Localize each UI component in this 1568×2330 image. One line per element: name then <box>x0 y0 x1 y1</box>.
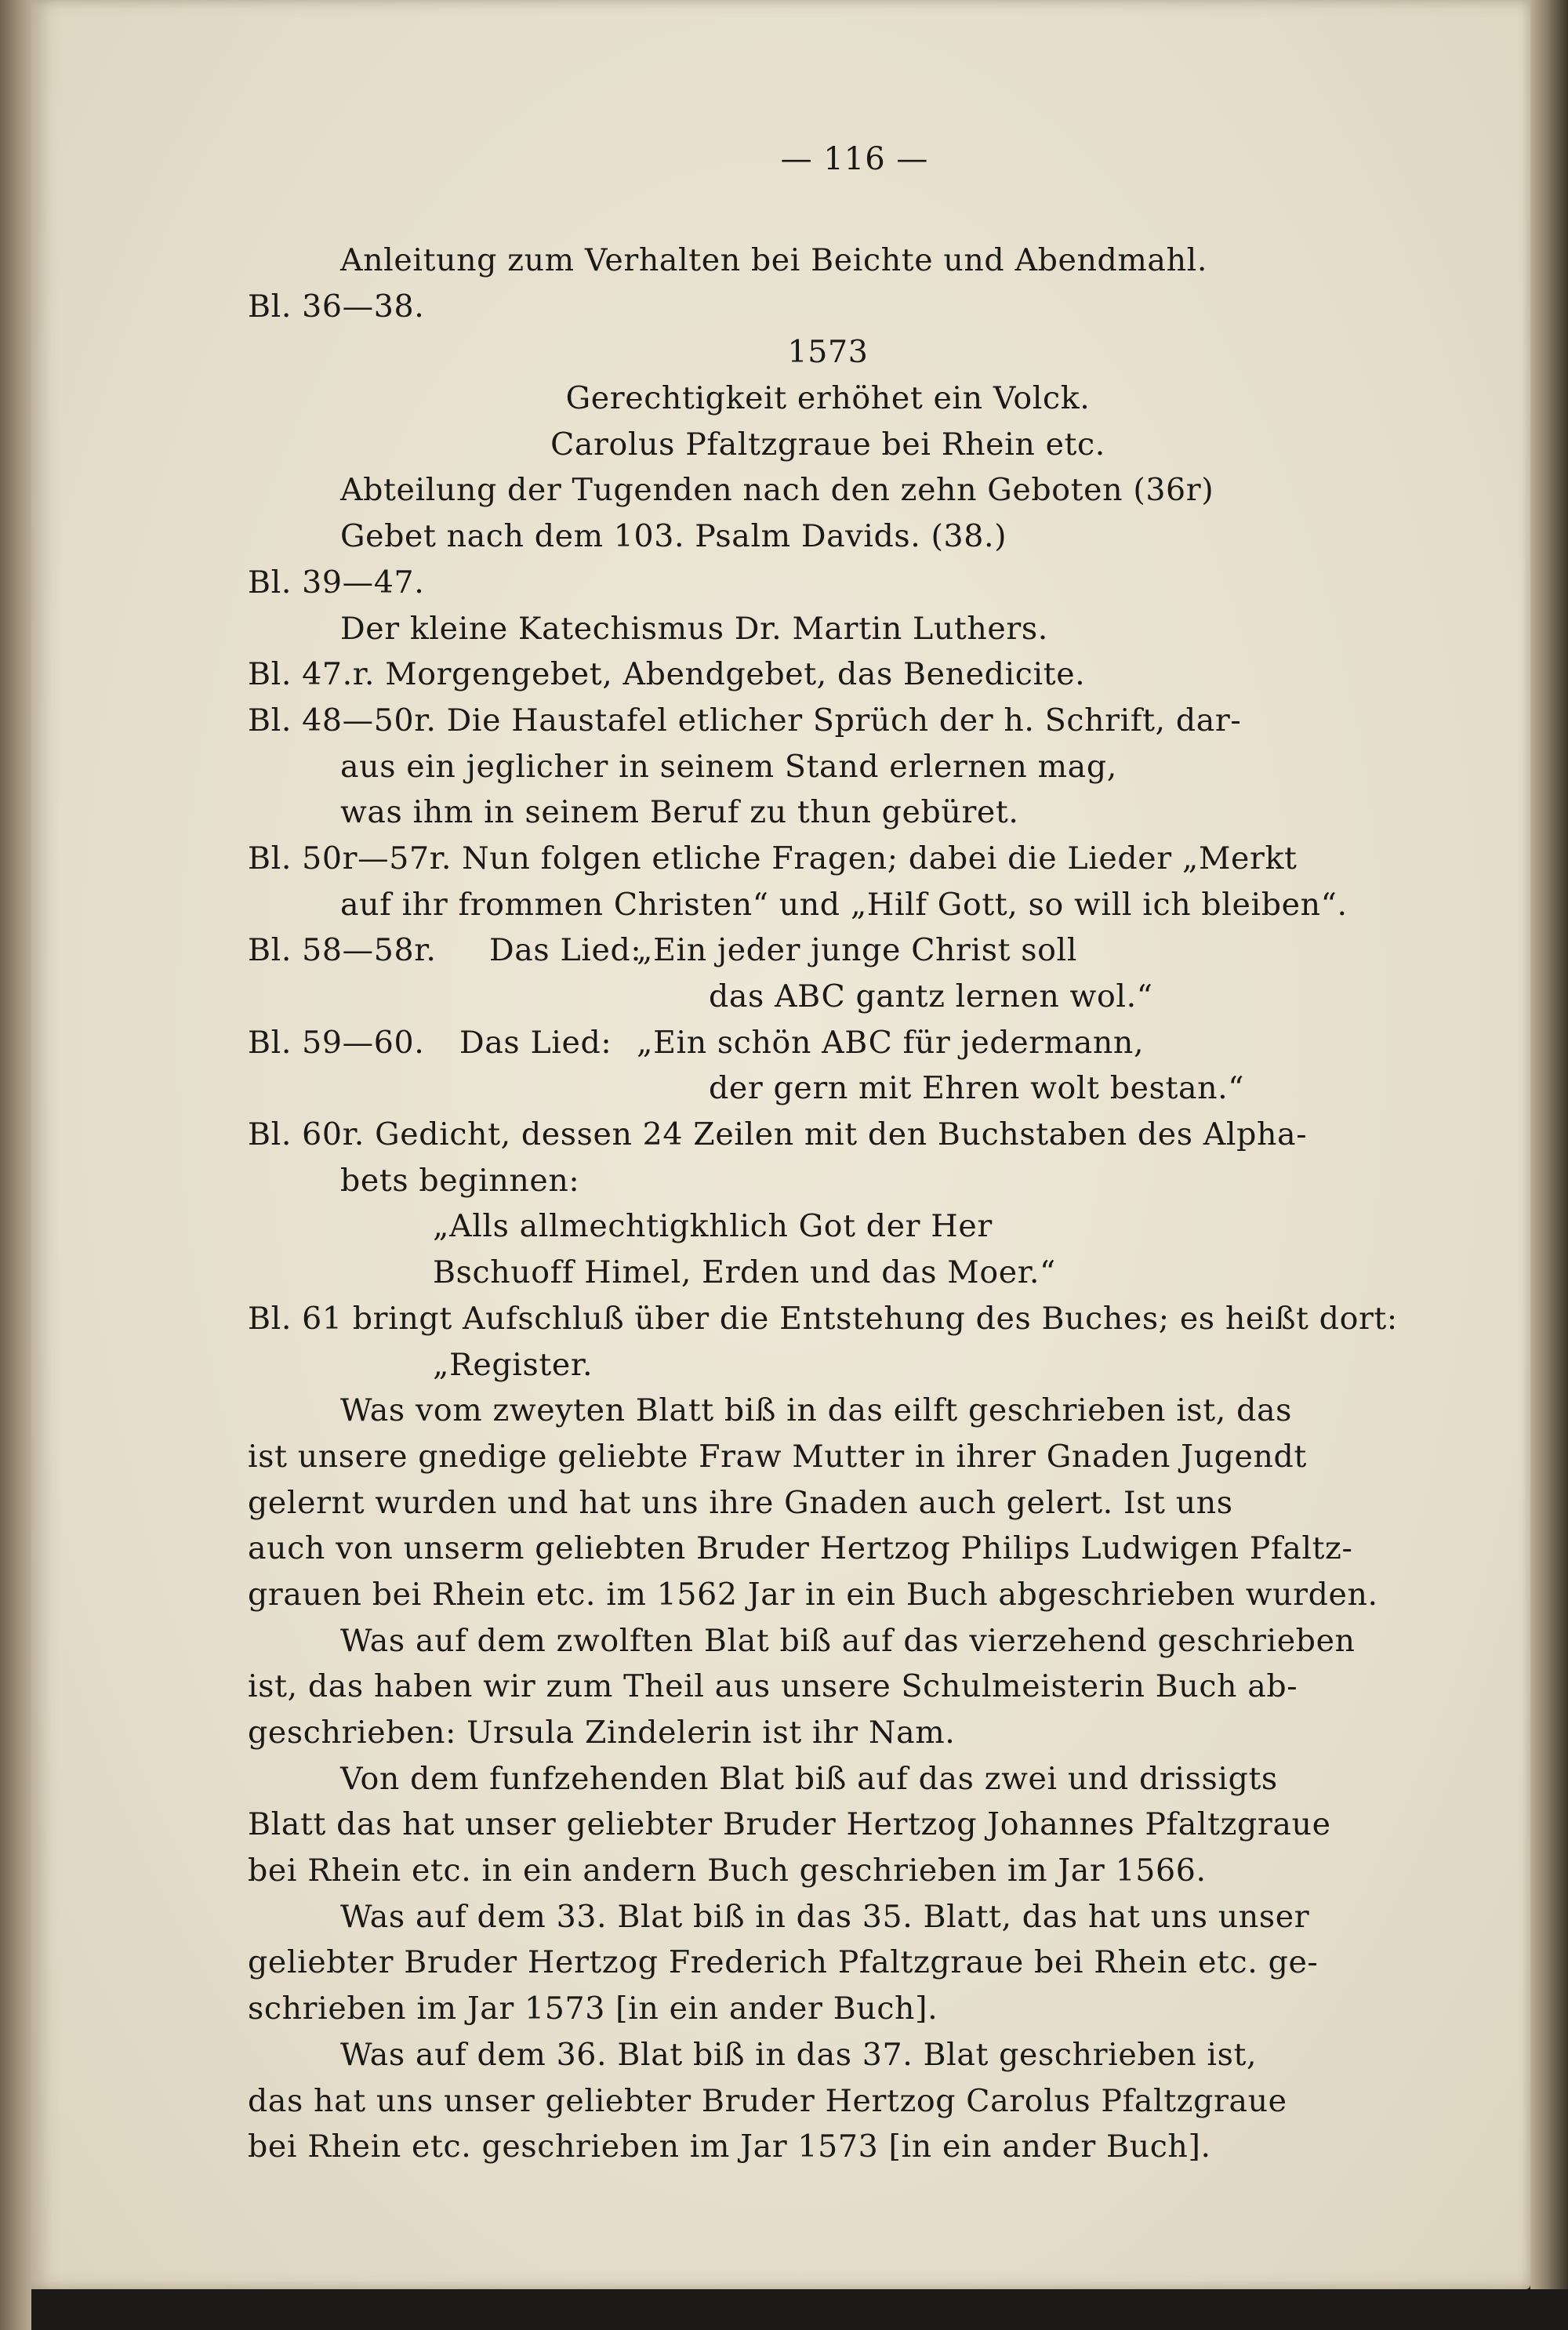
text-line: auf ihr frommen Christen“ und „Hilf Gott, so will ich bleiben“. <box>340 886 1348 923</box>
text-line: bei Rhein etc. geschrieben im Jar 1573 [in ein ander Buch]. <box>248 2129 1211 2165</box>
text-line: Anleitung zum Verhalten bei Beichte und Abendmahl. <box>340 242 1208 278</box>
text-line: 1573 <box>787 334 869 371</box>
text-line: aus ein jeglicher in seinem Stand erlernen mag, <box>340 748 1117 785</box>
text-line: ist, das haben wir zum Theil aus unsere Schulmeisterin Buch ab- <box>248 1668 1298 1705</box>
book-bottom-edge <box>31 2289 1568 2330</box>
text-line: auch von unserm geliebten Bruder Hertzog Philips Ludwigen Pfaltz- <box>248 1530 1353 1567</box>
poem-line: „Alls allmechtigkhlich Got der Her <box>433 1208 993 1245</box>
text-line <box>248 927 1439 974</box>
text-line: was ihm in seinem Beruf zu thun gebüret. <box>340 794 1019 831</box>
text-line: Bl. 48—50r. Die Haustafel etlicher Sprüch der h. Schrift, dar- <box>248 702 1242 739</box>
text-line: das ABC gantz lernen wol.“ <box>709 978 1153 1014</box>
text-line: bets beginnen: <box>340 1162 580 1199</box>
leaf-reference: Bl. 58—58r. <box>248 932 437 969</box>
text-line: „Register. <box>433 1346 593 1383</box>
song-title: „Ein jeder junge Christ soll <box>637 932 1077 969</box>
poem-line: Bschuoff Himel, Erden und das Moer.“ <box>433 1254 1056 1291</box>
text-line: Gebet nach dem 103. Psalm Davids. (38.) <box>340 518 1007 555</box>
text-line: Carolus Pfaltzgraue bei Rhein etc. <box>550 426 1105 463</box>
entry-label: Das Lied: <box>459 1024 612 1061</box>
page-fore-edge <box>1530 0 1568 2330</box>
text-line: grauen bei Rhein etc. im 1562 Jar in ein Buch abgeschrieben wurden. <box>248 1576 1378 1613</box>
text-line: geschrieben: Ursula Zindelerin ist ihr Nam. <box>248 1715 956 1751</box>
text-line: Gerechtigkeit erhöhet ein Volck. <box>565 380 1091 417</box>
text-line: bei Rhein etc. in ein andern Buch geschrieben im Jar 1566. <box>248 1853 1207 1889</box>
text-line: Bl. 47.r. Morgengebet, Abendgebet, das Benedicite. <box>248 656 1086 693</box>
text-line: Blatt das hat unser geliebter Bruder Hertzog Johannes Pfaltzgraue <box>248 1806 1331 1843</box>
text-line: Von dem funfzehenden Blat biß auf das zwei und drissigts <box>340 1760 1278 1797</box>
song-title: „Ein schön ABC für jedermann, <box>637 1024 1145 1061</box>
book-page <box>31 0 1530 2289</box>
text-line: Was auf dem 33. Blat biß in das 35. Blatt, das hat uns unser <box>340 1898 1310 1935</box>
page-text <box>248 238 1439 2170</box>
text-line: Der kleine Katechismus Dr. Martin Luthers. <box>340 610 1048 647</box>
page-number: — 116 — <box>780 141 929 177</box>
text-line: Was vom zweyten Blatt biß in das eilft geschrieben ist, das <box>340 1392 1292 1429</box>
text-line <box>248 1020 1439 1066</box>
text-line: Was auf dem 36. Blat biß in das 37. Blat geschrieben ist, <box>340 2036 1258 2073</box>
text-line: schrieben im Jar 1573 [in ein ander Buch]. <box>248 1991 938 2027</box>
entry-label: Das Lied: <box>489 932 642 969</box>
text-line: gelernt wurden und hat uns ihre Gnaden auch gelert. Ist uns <box>248 1484 1233 1521</box>
text-line: der gern mit Ehren wolt bestan.“ <box>709 1070 1245 1107</box>
text-line: das hat uns unser geliebter Bruder Hertzog Carolus Pfaltzgraue <box>248 2082 1287 2119</box>
text-line: Abteilung der Tugenden nach den zehn Geboten (36r) <box>340 472 1214 509</box>
text-line: Bl. 61 bringt Aufschluß über die Entstehung des Buches; es heißt dort: <box>248 1300 1398 1337</box>
text-line: geliebter Bruder Hertzog Frederich Pfaltzgraue bei Rhein etc. ge- <box>248 1944 1319 1981</box>
text-line: Bl. 60r. Gedicht, dessen 24 Zeilen mit den Buchstaben des Alpha- <box>248 1116 1308 1153</box>
text-line: Bl. 36—38. <box>248 288 425 325</box>
leaf-reference: Bl. 59—60. <box>248 1024 425 1061</box>
text-line: ist unsere gnedige geliebte Fraw Mutter in ihrer Gnaden Jugendt <box>248 1438 1307 1475</box>
text-line: Was auf dem zwolften Blat biß auf das vierzehend geschrieben <box>340 1622 1356 1659</box>
text-line: Bl. 39—47. <box>248 564 425 601</box>
text-line: Bl. 50r—57r. Nun folgen etliche Fragen; dabei die Lieder „Merkt <box>248 840 1298 876</box>
